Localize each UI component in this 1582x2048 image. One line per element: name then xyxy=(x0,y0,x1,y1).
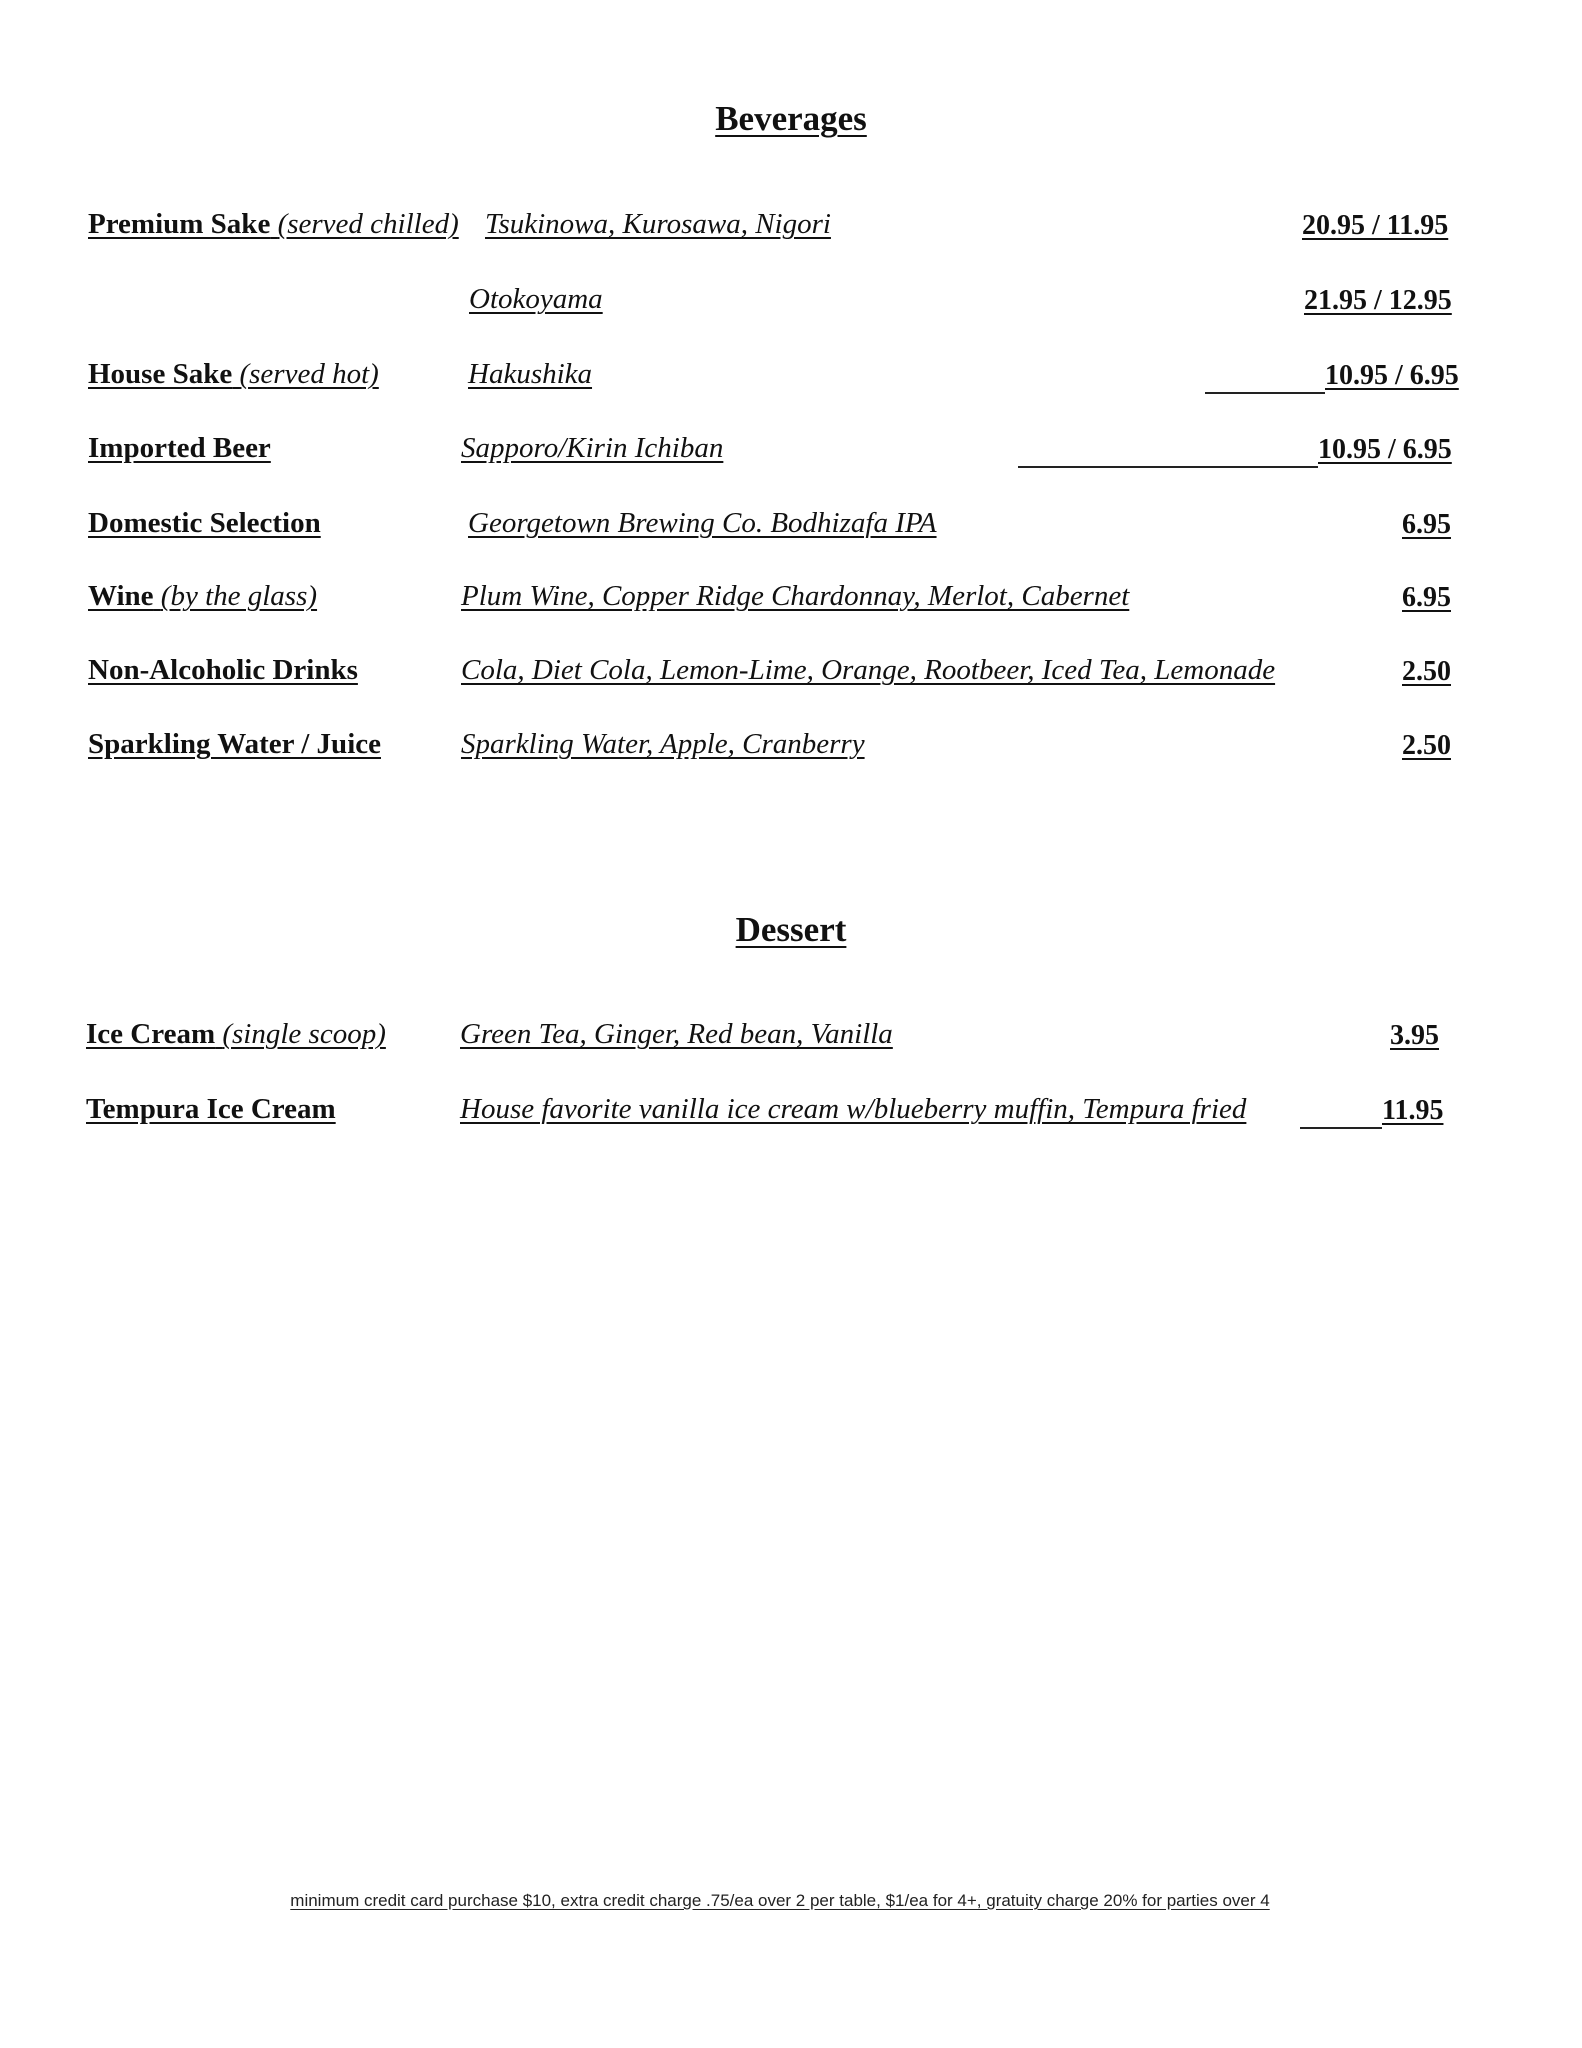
item-price: 2.50 xyxy=(1402,656,1451,687)
menu-row-domestic-selection xyxy=(0,507,1582,551)
credit-card-policy-note: minimum credit card purchase $10, extra credit charge .75/ea over 2 per table, $1/ea for 4+, gratuity charge 20% for parties over 4 xyxy=(290,1891,1270,1910)
item-name: Imported Beer xyxy=(88,432,271,464)
item-name: Ice Cream (single scoop) xyxy=(86,1018,386,1050)
menu-row-ice-cream xyxy=(0,1018,1582,1062)
item-description: Georgetown Brewing Co. Bodhizafa IPA xyxy=(468,507,937,539)
item-description: Tsukinowa, Kurosawa, Nigori xyxy=(485,208,831,240)
item-description: Otokoyama xyxy=(469,283,603,315)
item-name: Domestic Selection xyxy=(88,507,321,539)
beverages-heading: Beverages xyxy=(715,99,867,138)
price-leader-line xyxy=(1018,466,1318,468)
menu-row-sparkling-water-juice xyxy=(0,728,1582,772)
item-description: Green Tea, Ginger, Red bean, Vanilla xyxy=(460,1018,893,1050)
item-price: 21.95 / 12.95 xyxy=(1304,285,1452,316)
item-description: Sparkling Water, Apple, Cranberry xyxy=(461,728,865,760)
menu-row-house-sake xyxy=(0,358,1582,402)
item-description: House favorite vanilla ice cream w/blueberry muffin, Tempura fried xyxy=(460,1093,1247,1125)
item-name: Tempura Ice Cream xyxy=(86,1093,336,1125)
menu-row-tempura-ice-cream xyxy=(0,1093,1582,1137)
item-description: Hakushika xyxy=(468,358,593,390)
item-price: 10.95 / 6.95 xyxy=(1325,360,1459,391)
menu-row-wine xyxy=(0,580,1582,624)
item-price: 3.95 xyxy=(1390,1020,1439,1051)
item-price: 2.50 xyxy=(1402,730,1451,761)
item-price: 6.95 xyxy=(1402,582,1451,613)
menu-row-premium-sake xyxy=(0,208,1582,252)
item-price: 11.95 xyxy=(1382,1095,1444,1126)
item-description: Cola, Diet Cola, Lemon-Lime, Orange, Rootbeer, Iced Tea, Lemonade xyxy=(461,654,1276,686)
item-name: Sparkling Water / Juice xyxy=(88,728,381,760)
item-name: Wine (by the glass) xyxy=(88,580,318,612)
menu-row-non-alcoholic-drinks xyxy=(0,654,1582,698)
item-name: House Sake (served hot) xyxy=(88,358,379,390)
price-leader-line xyxy=(1205,392,1325,394)
item-description: Plum Wine, Copper Ridge Chardonnay, Merlot, Cabernet xyxy=(461,580,1130,612)
item-price: 20.95 / 11.95 xyxy=(1302,210,1449,241)
menu-row-otokoyama xyxy=(0,283,1582,327)
price-leader-line xyxy=(1300,1127,1382,1129)
menu-row-imported-beer xyxy=(0,432,1582,476)
dessert-heading: Dessert xyxy=(735,910,847,949)
item-name: Premium Sake (served chilled) xyxy=(88,208,459,240)
item-description: Sapporo/Kirin Ichiban xyxy=(461,432,724,464)
item-price: 10.95 / 6.95 xyxy=(1318,434,1452,465)
item-price: 6.95 xyxy=(1402,509,1451,540)
item-name: Non-Alcoholic Drinks xyxy=(88,654,358,686)
